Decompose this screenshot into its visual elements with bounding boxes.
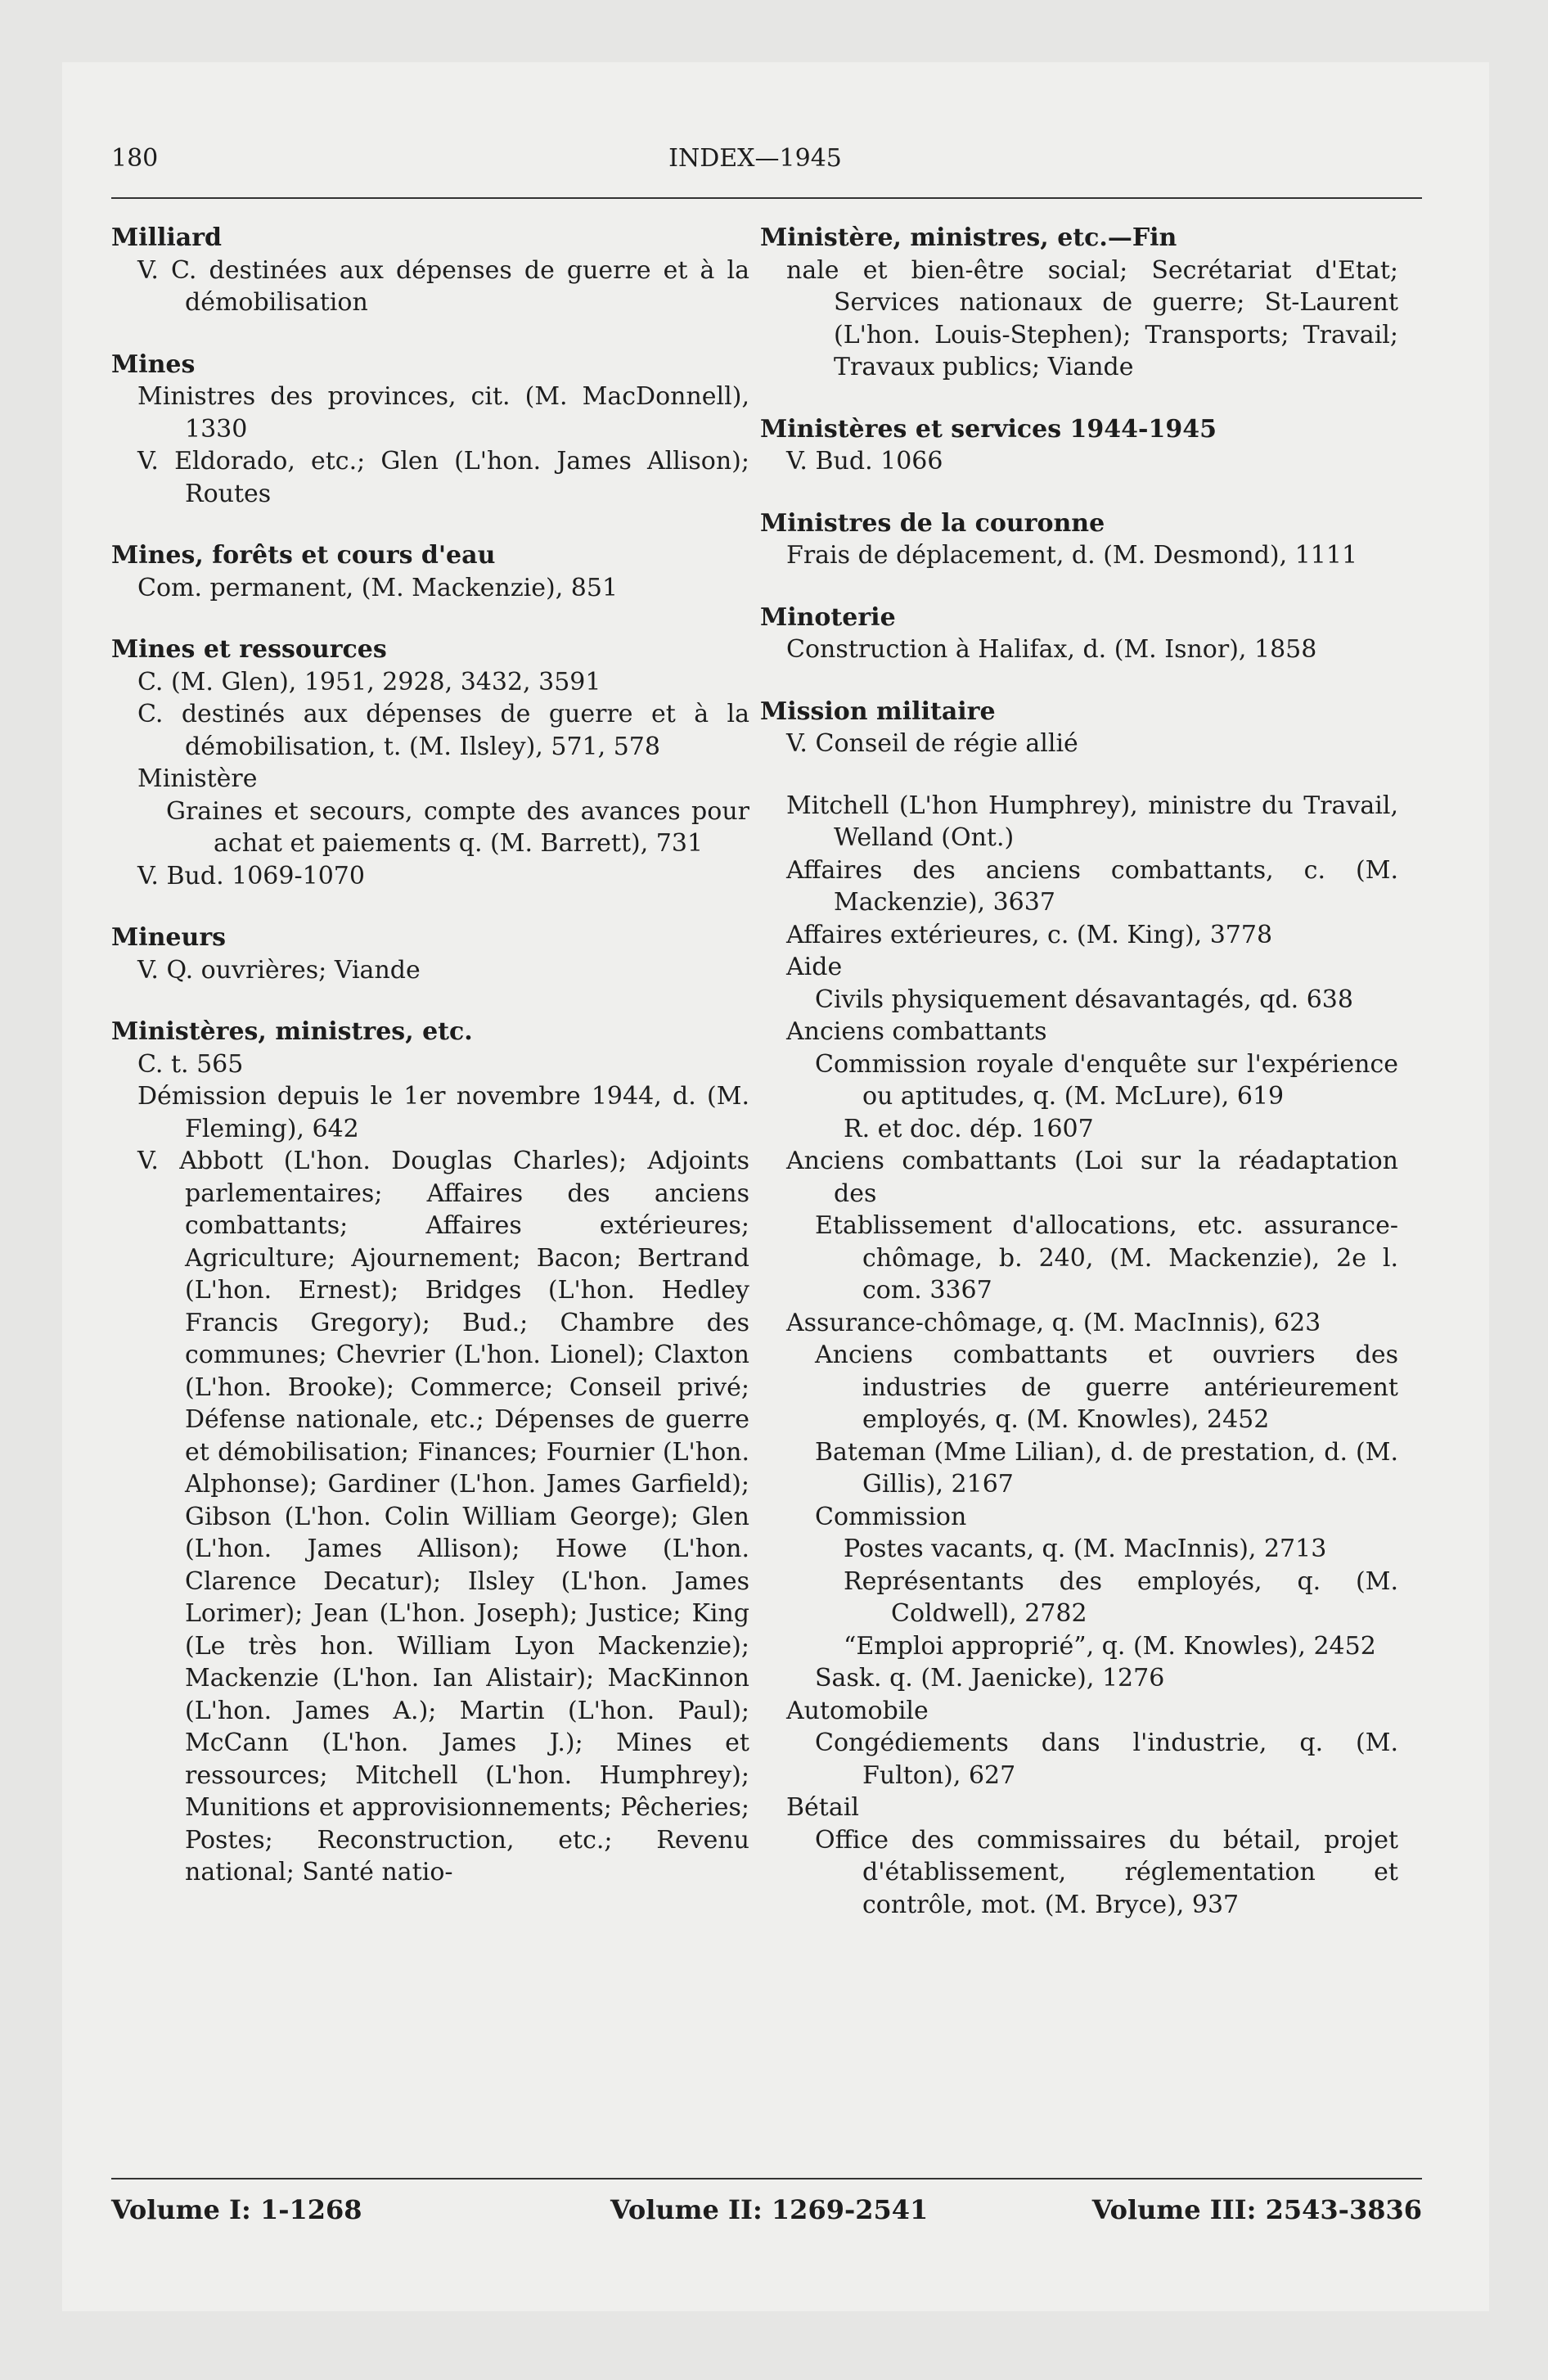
volume-footer <box>111 2194 1422 2235</box>
volume-3-range: Volume III: 2543-3836 <box>1091 2194 1422 2225</box>
entry-line: Affaires extérieures, c. (M. King), 3778 <box>786 920 1273 949</box>
entry-line: Démission depuis le 1er novembre 1944, d. (M. Fleming), 642 <box>137 1082 749 1143</box>
entry-line: Ministres des provinces, cit. (M. MacDonnell), 1330 <box>137 382 749 444</box>
entry-heading: Mitchell (L'hon Humphrey), ministre du Travail, Welland (Ont.) <box>786 791 1398 852</box>
entry-line: Graines et secours, compte des avances pour achat et paiements q. (M. Barrett), 731 <box>166 796 749 858</box>
index-entry <box>760 790 1398 1922</box>
left-column <box>111 222 749 1918</box>
index-entry <box>760 602 1398 666</box>
volume-2-range: Volume II: 1269-2541 <box>610 2194 929 2225</box>
entry-line: Représentants des employés, q. (M. Coldwell), 2782 <box>844 1566 1398 1628</box>
header-rule <box>111 197 1422 199</box>
index-entry <box>111 1016 749 1889</box>
entry-line: V. Eldorado, etc.; Glen (L'hon. James Allison); Routes <box>137 447 749 508</box>
entry-line: Com. permanent, (M. Mackenzie), 851 <box>137 573 619 602</box>
entry-line: nale et bien-être social; Secrétariat d'Etat; Services nationaux de guerre; St-Laurent (L'hon. Louis-Stephen); Transports; Travail; Travaux publics; Viande <box>786 255 1398 381</box>
index-entry <box>111 222 749 319</box>
entry-heading: Ministères, ministres, etc. <box>111 1017 473 1046</box>
entry-line: V. Abbott (L'hon. Douglas Charles); Adjoints parlementaires; Affaires des anciens combattants; Affaires extérieures; Agriculture; Ajournement; Bacon; Bertrand (L'hon. Ernest); Bridges (L'hon. Hedley Francis Gregory); Bud.; Chambre des communes; Chevrier (L'hon. Lionel); Claxton (L'hon. Brooke); Commerce; Conseil privé; Défense nationale, etc.; Dépenses de guerre et démobilisation; Finances; Fournier (L'hon. Alphonse); Gardiner (L'hon. James Garfield); Gibson (L'hon. Colin William George); Glen (L'hon. James Allison); Howe (L'hon. Clarence Decatur); Ilsley (L'hon. James Lorimer); Jean (L'hon. Joseph); Justice; King (Le très hon. William Lyon Mackenzie); Mackenzie (L'hon. Ian Alistair); MacKinnon (L'hon. James A.); Martin (L'hon. Paul); McCann (L'hon. James J.); Mines et ressources; Mitchell (L'hon. Humphrey); Munitions et approvisionnements; Pêcheries; Postes; Reconstruction, etc.; Revenu national; Santé natio- <box>137 1147 749 1886</box>
entry-line: Bétail <box>786 1793 859 1822</box>
entry-line: Anciens combattants <box>786 1017 1047 1046</box>
entry-line: Assurance-chômage, q. (M. MacInnis), 623 <box>786 1308 1321 1337</box>
entry-line: Ministère <box>137 764 258 793</box>
entry-line: Affaires des anciens combattants, c. (M. Mackenzie), 3637 <box>786 855 1398 917</box>
entry-line: Sask. q. (M. Jaenicke), 1276 <box>815 1664 1165 1693</box>
entry-heading: Minoterie <box>760 602 896 632</box>
entry-line: Anciens combattants (Loi sur la réadaptation des <box>786 1147 1398 1208</box>
entry-heading: Milliard <box>111 223 223 252</box>
entry-line: V. Q. ouvrières; Viande <box>137 955 421 985</box>
entry-heading: Mines et ressources <box>111 635 387 664</box>
entry-heading: Mineurs <box>111 923 227 952</box>
index-entry <box>760 507 1398 572</box>
entry-line: Bateman (Mme Lilian), d. de prestation, d. (M. Gillis), 2167 <box>815 1437 1398 1499</box>
entry-heading: Mines, forêts et cours d'eau <box>111 541 496 570</box>
index-entry <box>760 696 1398 760</box>
entry-line: C. destinés aux dépenses de guerre et à la démobilisation, t. (M. Ilsley), 571, 578 <box>137 700 749 761</box>
entry-line: Civils physiquement désavantagés, qd. 638 <box>815 985 1353 1014</box>
entry-heading: Ministères et services 1944-1945 <box>760 414 1217 444</box>
entry-line: Anciens combattants et ouvriers des industries de guerre antérieurement employés, q. (M. Knowles), 2452 <box>815 1341 1398 1434</box>
entry-line: Postes vacants, q. (M. MacInnis), 2713 <box>844 1535 1327 1563</box>
entry-heading: Ministère, ministres, etc.—Fin <box>760 223 1177 252</box>
page-number: 180 <box>111 144 159 173</box>
entry-line: Congédiements dans l'industrie, q. (M. Fulton), 627 <box>815 1729 1398 1790</box>
index-entry <box>111 349 749 511</box>
footer-rule <box>111 2178 1422 2179</box>
entry-line: R. et doc. dép. 1607 <box>844 1114 1094 1143</box>
entry-line: Office des commissaires du bétail, projet d'établissement, réglementation et contrôle, mot. (M. Bryce), 937 <box>815 1825 1398 1919</box>
running-header <box>111 144 1399 182</box>
entry-line: V. Bud. 1069-1070 <box>137 861 365 890</box>
entry-line: V. Bud. 1066 <box>786 447 943 476</box>
entry-line: C. (M. Glen), 1951, 2928, 3432, 3591 <box>137 667 601 696</box>
entry-line: V. Conseil de régie allié <box>786 729 1078 758</box>
entry-line: Aide <box>786 953 843 981</box>
entry-heading: Ministres de la couronne <box>760 508 1105 538</box>
entry-heading: Mines <box>111 349 196 379</box>
index-entry <box>760 222 1398 384</box>
entry-line: Etablissement d'allocations, etc. assurance-chômage, b. 240, (M. Mackenzie), 2e l. com. 3367 <box>815 1211 1398 1305</box>
entry-line: C. t. 565 <box>137 1049 244 1079</box>
volume-1-range: Volume I: 1-1268 <box>111 2194 362 2225</box>
index-entry <box>111 539 749 604</box>
entry-line: Commission royale d'enquête sur l'expérience ou aptitudes, q. (M. McLure), 619 <box>815 1049 1398 1111</box>
index-entry <box>111 633 749 892</box>
entry-line: V. C. destinées aux dépenses de guerre et à la démobilisation <box>137 255 749 317</box>
entry-line: Frais de déplacement, d. (M. Desmond), 1111 <box>786 541 1358 570</box>
entry-line: Automobile <box>786 1696 929 1725</box>
entry-heading: Mission militaire <box>760 696 996 726</box>
right-column <box>760 222 1398 1950</box>
entry-line: Construction à Halifax, d. (M. Isnor), 1858 <box>786 635 1317 664</box>
index-page <box>62 62 1489 2311</box>
entry-line: “Emploi approprié”, q. (M. Knowles), 2452 <box>844 1631 1376 1661</box>
index-entry <box>760 413 1398 478</box>
entry-line: Commission <box>815 1502 967 1531</box>
running-title: INDEX—1945 <box>668 144 842 173</box>
index-entry <box>111 922 749 986</box>
